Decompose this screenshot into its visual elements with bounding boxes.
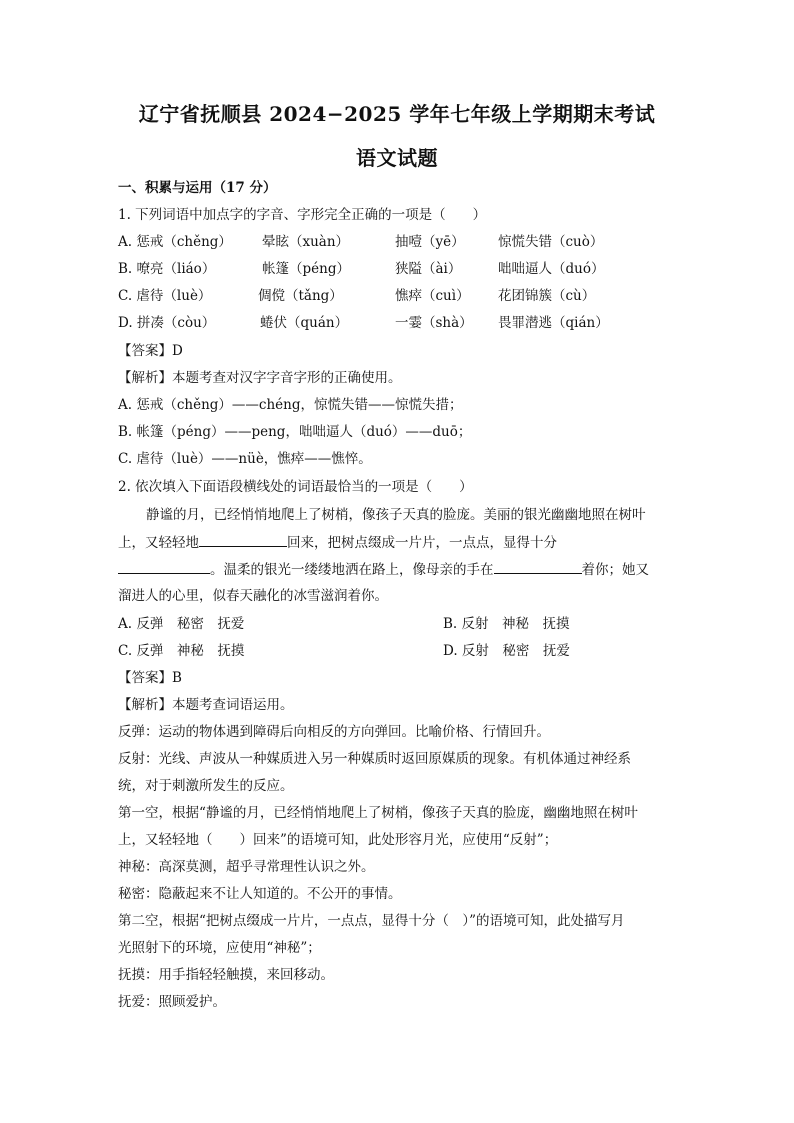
- q1-option-c-2: 倜傥（tǎng）: [258, 288, 343, 304]
- q2-option-b: B. 反射 神秘 抚摸: [443, 616, 570, 632]
- q1-option-a-4: 惊慌失错（cuò）: [498, 234, 604, 250]
- q2-analysis-line: 第二空，根据“把树点缀成一片片，一点点，显得十分（ ）”的语境可知，此处描写月: [118, 913, 625, 929]
- section-heading: 一、积累与运用（17 分）: [118, 180, 277, 196]
- fill-blank-3: [494, 559, 582, 574]
- q2-analysis-line: 抚爱：照顾爱护。: [118, 994, 226, 1010]
- fill-blank-1: [199, 532, 287, 547]
- q2-analysis-line: 反射：光线、声波从一种媒质进入另一种媒质时返回原媒质的现象。有机体通过神经系: [118, 751, 631, 767]
- q2-analysis-line: 秘密：隐蔽起来不让人知道的。不公开的事情。: [118, 886, 402, 902]
- q1-option-d-2: 蜷伏（quán）: [260, 315, 349, 331]
- q2-passage-text: 上，又轻轻地: [118, 535, 199, 551]
- q1-option-a-2: 晕眩（xuàn）: [262, 234, 350, 250]
- question-1-stem: 1. 下列词语中加点字的字音、字形完全正确的一项是（ ）: [118, 207, 487, 223]
- q2-passage-line: [118, 559, 649, 580]
- q2-analysis-line: 统，对于刺激所发生的反应。: [118, 778, 294, 794]
- q1-option-d-4: 畏罪潜逃（qián）: [498, 315, 609, 331]
- q1-analysis-line: A. 惩戒（chěng）——chéng，惊慌失错——惊慌失措；: [118, 397, 463, 413]
- q2-passage-text: 回来，把树点缀成一片片，一点点，显得十分: [287, 535, 557, 551]
- q2-passage-text: 着你；她又: [581, 562, 649, 578]
- q1-option-c-3: 憔瘁（cuì）: [395, 288, 470, 304]
- q1-option-d-1: D. 拼凑（còu）: [118, 315, 216, 331]
- q1-analysis-line: B. 帐篷（péng）——peng，咄咄逼人（duó）——duō；: [118, 424, 472, 440]
- q1-option-a-3: 抽噎（yē）: [395, 234, 465, 250]
- q1-analysis-line: C. 虐待（luè）——nüè，憔瘁——憔悴。: [118, 451, 372, 467]
- q2-analysis-line: 反弹：运动的物体遇到障碍后向相反的方向弹回。比喻价格、行情回升。: [118, 724, 550, 740]
- q1-option-b-3: 狭隘（ài）: [395, 261, 462, 277]
- q2-analysis-line: 抚摸：用手指轻轻触摸，来回移动。: [118, 967, 334, 983]
- document-title: 辽宁省抚顺县 2024−2025 学年七年级上学期期末考试: [138, 102, 656, 126]
- q1-option-d-3: 一霎（shà）: [395, 315, 473, 331]
- q1-option-b-2: 帐篷（péng）: [262, 261, 350, 277]
- q1-option-c-4: 花团锦簇（cù）: [498, 288, 596, 304]
- q1-analysis-line: 【解析】本题考查对汉字字音字形的正确使用。: [118, 370, 402, 386]
- q2-passage-line: [118, 532, 557, 553]
- q2-analysis-line: 上，又轻轻地（ ）回来”的语境可知，此处形容月光，应使用“反射”；: [118, 832, 558, 848]
- q2-option-a: A. 反弹 秘密 抚爱: [118, 616, 245, 632]
- q2-analysis-line: 【解析】本题考查词语运用。: [118, 697, 294, 713]
- q1-answer: 【答案】D: [118, 343, 183, 359]
- q2-option-d: D. 反射 秘密 抚爱: [443, 643, 570, 659]
- q1-option-b-4: 咄咄逼人（duó）: [498, 261, 605, 277]
- q2-answer: 【答案】B: [118, 670, 182, 686]
- q1-option-b-1: B. 嘹亮（liáo）: [118, 261, 216, 277]
- q2-analysis-line: 第一空，根据“静谧的月，已经悄悄地爬上了树梢，像孩子天真的脸庞，幽幽地照在树叶: [118, 805, 638, 821]
- q2-analysis-line: 光照射下的环境，应使用“神秘”；: [118, 940, 321, 956]
- question-2-stem: 2. 依次填入下面语段横线处的词语最恰当的一项是（ ）: [118, 479, 473, 495]
- q1-option-a-1: A. 惩戒（chěng）: [118, 234, 232, 250]
- q1-option-c-1: C. 虐待（luè）: [118, 288, 212, 304]
- q2-passage-line: 静谧的月，已经悄悄地爬上了树梢，像孩子天真的脸庞。美丽的银光幽幽地照在树叶: [146, 507, 646, 523]
- fill-blank-2: [118, 559, 210, 574]
- q2-analysis-line: 神秘：高深莫测，超乎寻常理性认识之外。: [118, 859, 375, 875]
- document-subtitle: 语文试题: [356, 146, 438, 170]
- q2-option-c: C. 反弹 神秘 抚摸: [118, 643, 245, 659]
- q2-passage-text: 。温柔的银光一缕缕地洒在路上，像母亲的手在: [210, 562, 494, 578]
- q2-passage-line: 溜进人的心里，似春天融化的冰雪滋润着你。: [118, 588, 388, 604]
